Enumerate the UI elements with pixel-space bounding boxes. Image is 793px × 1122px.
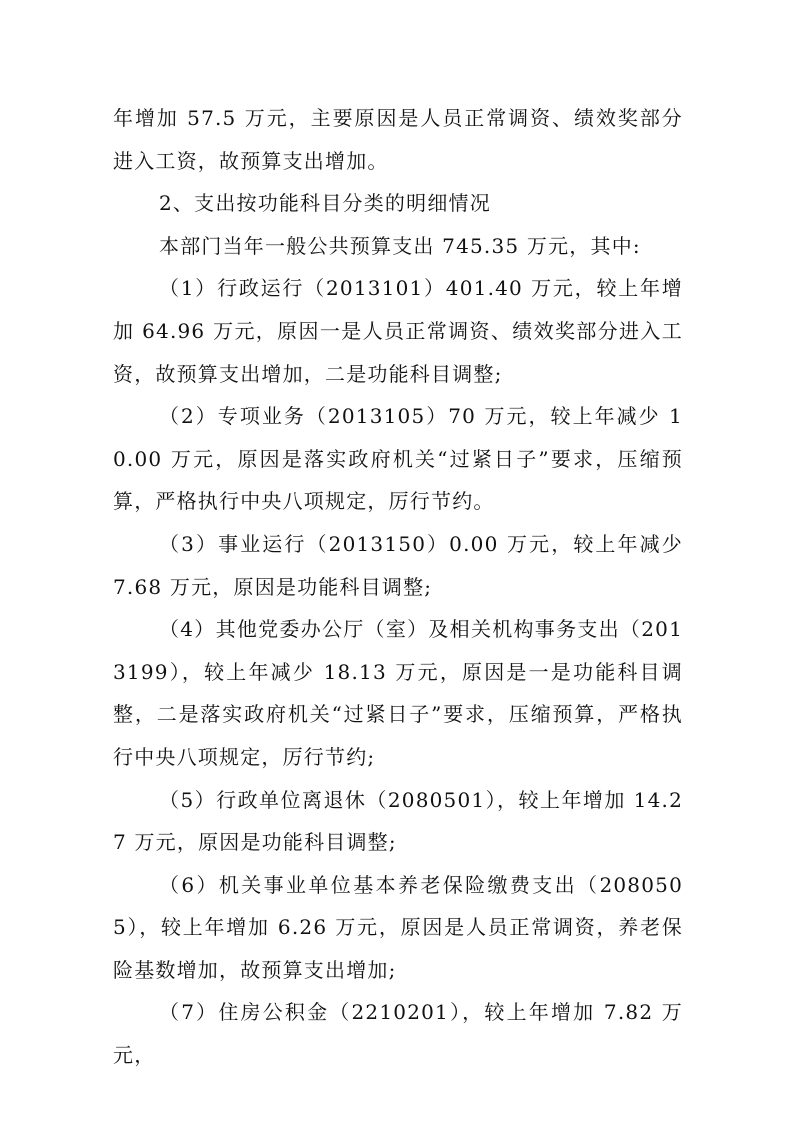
- item-institution-operation: （3）事业运行（2013150）0.00 万元，较上年减少 7.68 万元，原因是功能科目调整;: [113, 531, 683, 599]
- item-other-party-affairs: （4）其他党委办公厅（室）及相关机构事务支出（2013199），较上年减少 18.13 万元，原因是一是功能科目调整，二是落实政府机关“过紧日子”要求，压缩预算，严格执行中央八项规定，厉行节约;: [113, 617, 683, 769]
- paragraph-total-expenditure: 本部门当年一般公共预算支出 745.35 万元，其中:: [159, 233, 641, 258]
- item-retirement: （5）行政单位离退休（2080501），较上年增加 14.27 万元，原因是功能科目调整;: [113, 787, 683, 855]
- item-special-business: （2）专项业务（2013105）70 万元，较上年减少 10.00 万元，原因是落实政府机关“过紧日子”要求，压缩预算，严格执行中央八项规定，厉行节约。: [113, 404, 683, 514]
- item-housing-fund: （7）住房公积金（2210201），较上年增加 7.82 万元，: [113, 1000, 683, 1068]
- section-heading-functional-classification: 2、支出按功能科目分类的明细情况: [159, 191, 491, 216]
- item-pension-insurance: （6）机关事业单位基本养老保险缴费支出（2080505），较上年增加 6.26 万元，原因是人员正常调资，养老保险基数增加，故预算支出增加;: [113, 872, 683, 982]
- paragraph-salary-increase: 年增加 57.5 万元，主要原因是人员正常调资、绩效奖部分进入工资，故预算支出增加。: [113, 106, 683, 173]
- item-administrative-operation: （1）行政运行（2013101）401.40 万元，较上年增加 64.96 万元，原因一是人员正常调资、绩效奖部分进入工资，故预算支出增加，二是功能科目调整;: [113, 276, 683, 386]
